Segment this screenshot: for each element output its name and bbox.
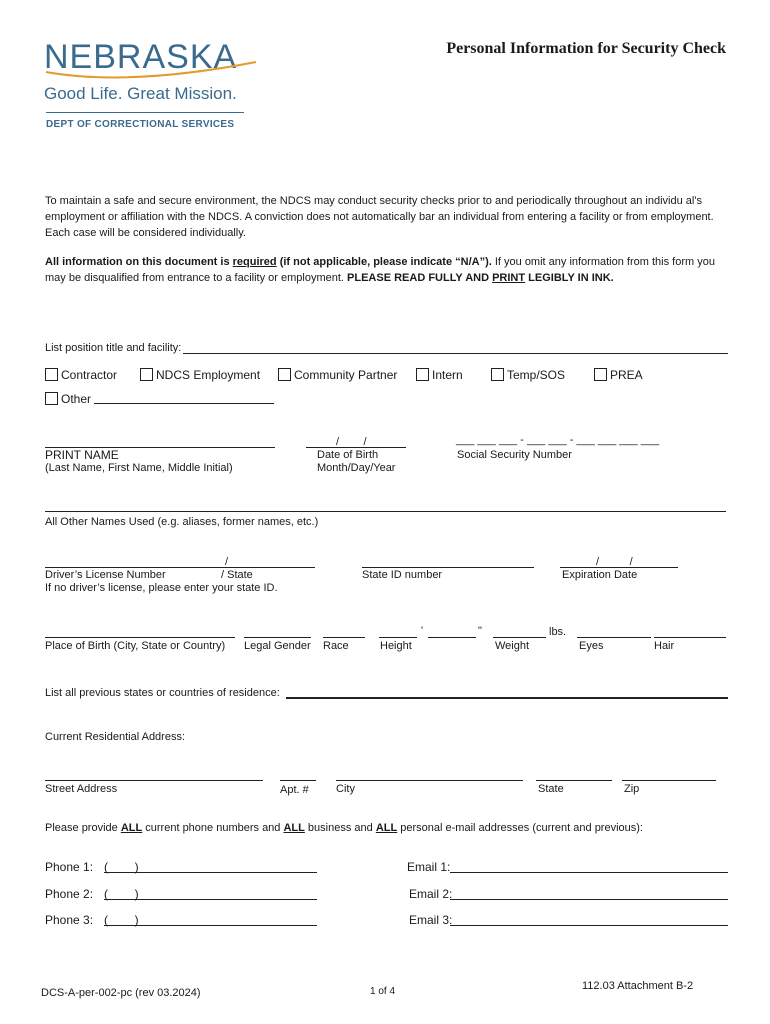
weight-label: Weight [495, 640, 530, 652]
ssn-label: Social Security Number [457, 449, 572, 461]
phone2-label: Phone 2: [45, 887, 94, 901]
checkbox-temp-sos[interactable] [491, 368, 504, 381]
current-address-label: Current Residential Address: [45, 731, 186, 743]
checkbox-ndcs-employment[interactable] [140, 368, 153, 381]
prev-residence-field[interactable] [286, 697, 728, 699]
phone3-label: Phone 3: [45, 913, 94, 927]
checkbox-contractor[interactable] [45, 368, 58, 381]
email2-label: Email 2: [409, 887, 453, 901]
logo-swoosh [44, 44, 259, 84]
position-label: List position title and facility: [45, 342, 182, 354]
drivers-license-field[interactable] [45, 567, 315, 568]
label-ndcs-employment: NDCS Employment [156, 368, 261, 382]
print-name-label: PRINT NAME [45, 448, 119, 462]
dl-label: Driver’s License Number [45, 569, 166, 581]
gender-field[interactable] [244, 637, 311, 638]
city-field[interactable] [336, 780, 523, 781]
req-text-print: PRINT [492, 272, 526, 284]
contact-text-c: current phone numbers and [142, 822, 284, 834]
phone2-paren: ( ) [104, 887, 139, 901]
email1-field[interactable] [450, 872, 728, 873]
ssn-field[interactable]: ___ ___ ___ - ___ ___ - ___ ___ ___ ___ [456, 434, 660, 446]
race-field[interactable] [323, 637, 365, 638]
hair-field[interactable] [654, 637, 726, 638]
place-of-birth-label: Place of Birth (City, State or Country) [45, 640, 226, 652]
req-text-a: All information on this document is [45, 256, 233, 268]
prev-residence-label: List all previous states or countries of residence: [45, 687, 280, 699]
city-label: City [336, 783, 355, 795]
logo-tagline: Good Life. Great Mission. [44, 84, 237, 103]
email2-field[interactable] [450, 899, 728, 900]
apt-label: Apt. # [280, 784, 309, 796]
street-field[interactable] [45, 780, 263, 781]
height-inches-field[interactable] [428, 637, 476, 638]
phone1-label: Phone 1: [45, 860, 94, 874]
email3-field[interactable] [450, 925, 728, 926]
dl-slash: / [225, 556, 229, 568]
req-text-g: LEGIBLY IN INK. [525, 272, 614, 284]
req-text-d: If you omit any information from this form you may be disqualified from entrance to a facility or employment. [45, 256, 715, 284]
label-contractor: Contractor [61, 368, 118, 382]
zip-label: Zip [624, 783, 640, 795]
phone1-field[interactable] [104, 872, 317, 873]
zip-field[interactable] [622, 780, 716, 781]
expiration-label: Expiration Date [562, 569, 638, 581]
phone2-field[interactable] [104, 899, 317, 900]
print-name-sublabel: (Last Name, First Name, Middle Initial) [45, 462, 233, 474]
contact-text-e: business and [304, 822, 376, 834]
contact-all-1: ALL [120, 822, 143, 834]
contact-text-a: Please provide [45, 822, 121, 834]
exp-slashes: / / [596, 556, 633, 568]
other-names-label: All Other Names Used (e.g. aliases, former names, etc.) [45, 516, 319, 528]
eyes-field[interactable] [577, 637, 651, 638]
label-prea: PREA [610, 368, 643, 382]
dob-sublabel: Month/Day/Year [317, 462, 396, 474]
state-id-label: State ID number [362, 569, 443, 581]
contact-text-g: personal e-mail addresses (current and previous): [397, 822, 643, 834]
hair-label: Hair [654, 640, 675, 652]
other-field[interactable] [94, 403, 274, 404]
phone3-field[interactable] [104, 925, 317, 926]
dl-state-label: / State [221, 569, 253, 581]
other-names-field[interactable] [45, 511, 726, 512]
page-number: 1 of 4 [370, 986, 396, 997]
req-text-required: required [232, 256, 277, 268]
requirement-paragraph [45, 254, 730, 286]
place-of-birth-field[interactable] [45, 637, 235, 638]
intro-paragraph: To maintain a safe and secure environment, the NDCS may conduct security checks prior to and periodically throughout an individu al's employment or affiliation with the NDCS. A conviction does not automatically bar an individual from entering a facility or from employment. Each case will be considered individually. [45, 195, 714, 239]
phone3-paren: ( ) [104, 913, 139, 927]
logo-wordmark: NEBRASKA [44, 38, 238, 76]
feet-mark: ' [421, 625, 424, 637]
dl-sublabel: If no driver’s license, please enter your state ID. [45, 582, 278, 594]
attachment-label: 112.03 Attachment B-2 [582, 980, 694, 992]
logo-dept: DEPT OF CORRECTIONAL SERVICES [46, 119, 235, 130]
apt-field[interactable] [280, 780, 316, 781]
inches-mark: " [478, 625, 482, 637]
email1-label: Email 1: [407, 860, 451, 874]
phone1-paren: ( ) [104, 860, 139, 874]
page-title: Personal Information for Security Check [446, 40, 726, 57]
logo-divider [46, 112, 244, 113]
email3-label: Email 3: [409, 913, 453, 927]
position-field[interactable] [183, 353, 728, 354]
label-other: Other [61, 392, 92, 406]
req-text-c: (if not applicable, please indicate “N/A”). [276, 256, 492, 268]
street-label: Street Address [45, 783, 118, 795]
checkbox-prea[interactable] [594, 368, 607, 381]
height-feet-field[interactable] [379, 637, 417, 638]
contact-all-3: ALL [375, 822, 398, 834]
label-temp-sos: Temp/SOS [507, 368, 566, 382]
checkbox-community-partner[interactable] [278, 368, 291, 381]
eyes-label: Eyes [579, 640, 604, 652]
gender-label: Legal Gender [244, 640, 311, 652]
req-text-e: PLEASE READ FULLY AND [347, 272, 493, 284]
dob-label: Date of Birth [317, 449, 379, 461]
lbs-label: lbs. [549, 626, 567, 638]
weight-field[interactable] [493, 637, 546, 638]
dob-slashes: / / [336, 436, 367, 448]
state-label: State [538, 783, 564, 795]
label-community-partner: Community Partner [294, 368, 398, 382]
state-id-field[interactable] [362, 567, 534, 568]
contact-all-2: ALL [283, 822, 305, 834]
form-id: DCS-A-per-002-pc (rev 03.2024) [41, 987, 201, 999]
checkbox-intern[interactable] [416, 368, 429, 381]
race-label: Race [323, 640, 349, 652]
label-intern: Intern [432, 368, 463, 382]
state-field[interactable] [536, 780, 612, 781]
contact-instructions [45, 822, 643, 835]
checkbox-other[interactable] [45, 392, 58, 405]
height-label: Height [380, 640, 412, 652]
